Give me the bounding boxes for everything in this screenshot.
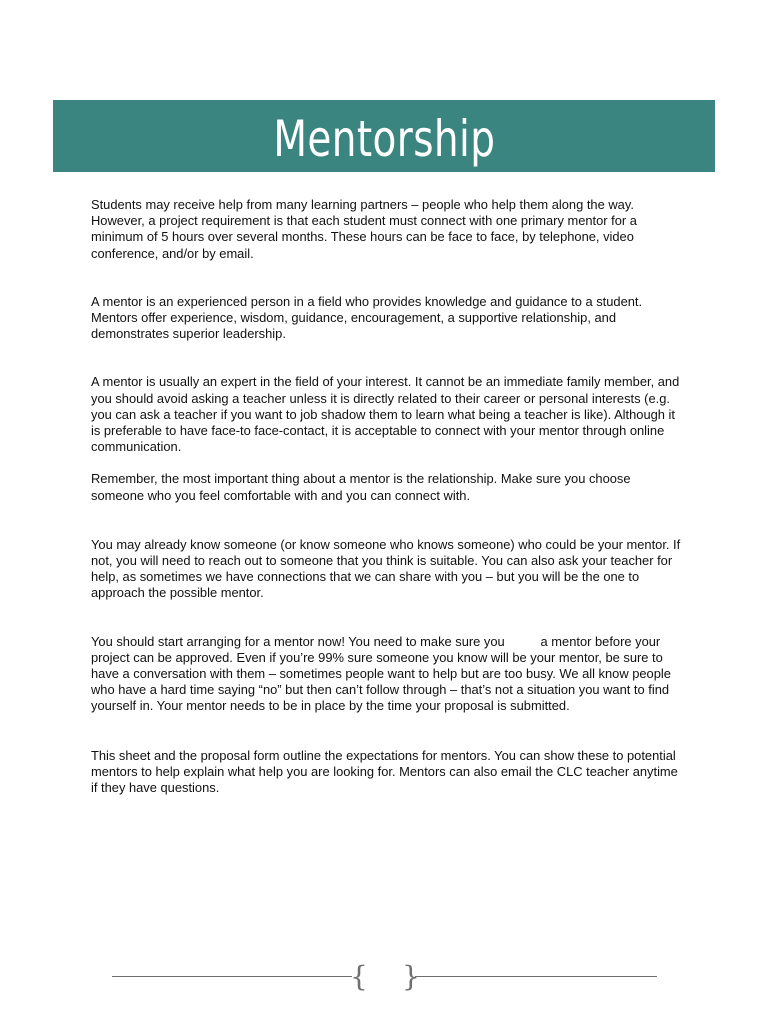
paragraph: A mentor is an experienced person in a field who provides knowledge and guidance to a student. Mentors offer experience, wisdom, guidance, encouragement, a supportive relationship, and demonstrates superior leadership. <box>91 293 643 342</box>
close-brace-icon: } <box>402 960 420 993</box>
paragraph: This sheet and the proposal form outline the expectations for mentors. You can show these to potential mentors to help explain what help you are looking for. Mentors can also email the CLC teacher anytime if they have questions. <box>91 747 678 796</box>
footer-ornament <box>112 962 657 992</box>
paragraph: Students may receive help from many learning partners – people who help them along the way. However, a project requirement is that each student must connect with one primary mentor for a minimum of 5 hours over several months. These hours can be face to face, by telephone, video conference, and/or by email. <box>91 197 637 261</box>
paragraph: You should start arranging for a mentor now! You need to make sure you a mentor before your project can be approved. Even if you’re 99% sure someone you know will be your mentor, be sure to have a conversation with them – sometimes people want to help but are too busy. We all know people who have a hard time saying “no” but then can’t follow through – that’s not a situation you want to find yourself in. Your mentor needs to be in place by the time your proposal is submitted. <box>91 633 675 714</box>
footer-divider-right <box>415 976 657 977</box>
paragraph: A mentor is usually an expert in the field of your interest. It cannot be an immediate family member, and you should avoid asking a teacher unless it is directly related to their career or personal interests (e.g. you can ask a teacher if you want to job shadow them to learn what being a teacher is like). Although it is preferable to have face-to face-contact, it is acceptable to connect with your mentor through online communication. <box>91 374 680 455</box>
paragraph: You may already know someone (or know someone who knows someone) who could be your mentor. If not, you will need to reach out to someone that you think is suitable. You can also ask your teacher for help, as sometimes we have connections that we can share with you – but you will be the one to approach the possible mentor. <box>91 536 681 601</box>
footer-divider-left <box>112 976 352 977</box>
open-brace-icon: { <box>350 960 368 993</box>
page-title: Mentorship <box>272 110 496 168</box>
document-body <box>91 197 686 796</box>
paragraph: Remember, the most important thing about a mentor is the relationship. Make sure you choose someone who you feel comfortable with and you can connect with. <box>91 471 631 503</box>
title-banner <box>53 100 715 172</box>
